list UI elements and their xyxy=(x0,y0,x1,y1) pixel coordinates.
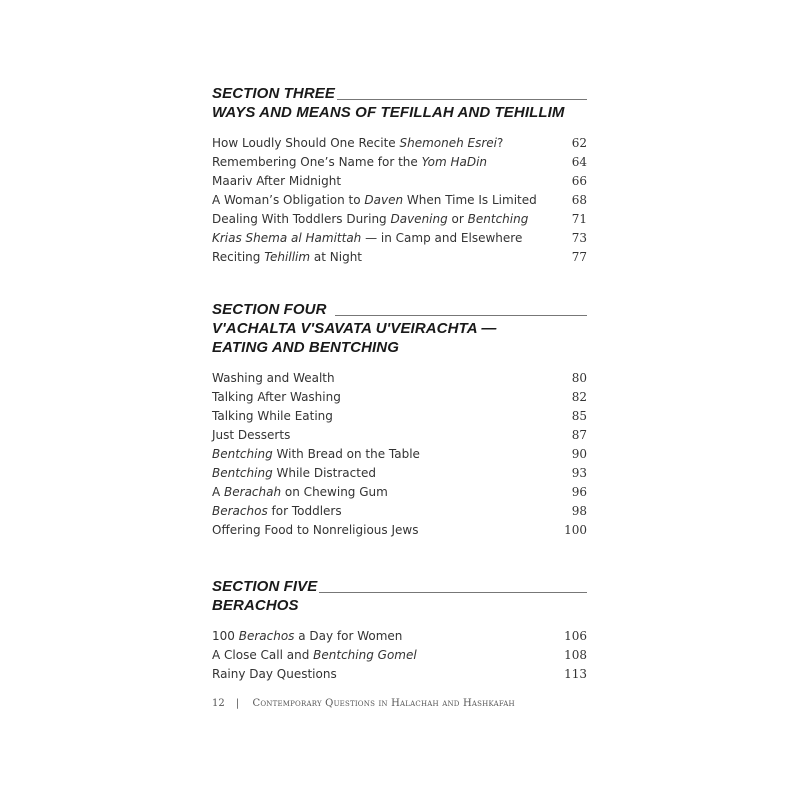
text-run: a Day for Women xyxy=(294,629,403,643)
toc-entry-title xyxy=(212,388,341,407)
text-run: Dealing With Toddlers During xyxy=(212,212,391,226)
text-run: With Bread on the Table xyxy=(272,447,420,461)
toc-entry-title xyxy=(212,191,537,210)
italic-term: Krias Shema al Hamittah xyxy=(212,231,362,245)
toc-entry xyxy=(212,646,587,665)
text-run: How Loudly Should One Recite xyxy=(212,136,400,150)
section-subtitle: WAYS AND MEANS OF TEFILLAH AND TEHILLIM xyxy=(212,104,565,121)
section-subtitle: V'ACHALTA V'SAVATA U'VEIRACHTA — xyxy=(212,320,497,337)
italic-term: Bentching xyxy=(212,447,273,461)
text-run: Just Desserts xyxy=(212,428,291,442)
text-run: A Woman’s Obligation to xyxy=(212,193,365,207)
toc-entry xyxy=(212,502,587,521)
toc-entry-title xyxy=(212,426,290,445)
text-run: A xyxy=(212,485,225,499)
text-run: Reciting xyxy=(212,250,265,264)
toc-entry xyxy=(212,483,587,502)
section-rule xyxy=(319,592,587,593)
running-head: Contemporary Questions in Halachah and Hashkafah xyxy=(252,698,515,709)
toc-entry-page: 87 xyxy=(571,428,587,442)
toc-entry-page: 66 xyxy=(571,174,587,188)
section-four xyxy=(212,300,587,540)
text-run: on Chewing Gum xyxy=(281,485,388,499)
text-run: A Close Call and xyxy=(212,648,314,662)
italic-term: Berachah xyxy=(224,485,282,499)
toc-entry xyxy=(212,627,587,646)
page-footer xyxy=(212,698,515,709)
italic-term: Shemoneh Esrei xyxy=(399,136,498,150)
toc-entry-title xyxy=(212,210,528,229)
text-run: Talking While Eating xyxy=(212,409,333,423)
toc-entry xyxy=(212,407,587,426)
toc-entry-page: 93 xyxy=(571,466,587,480)
toc-entry-page: 108 xyxy=(564,648,587,662)
toc-entry xyxy=(212,464,587,483)
toc-entry-page: 71 xyxy=(571,212,587,226)
text-run: Maariv After Midnight xyxy=(212,174,342,188)
section-five xyxy=(212,577,587,684)
toc-entry-title xyxy=(212,665,337,684)
toc-entry-title xyxy=(212,248,362,267)
section-heading-row xyxy=(212,577,587,596)
section-subtitle: BERACHOS xyxy=(212,597,299,614)
toc-entry xyxy=(212,210,587,229)
text-run: Remembering One’s Name for the xyxy=(212,155,422,169)
toc-entry-page: 106 xyxy=(564,629,587,643)
section-three xyxy=(212,84,587,267)
toc-entry-page: 113 xyxy=(564,667,587,681)
entry-list xyxy=(212,134,587,267)
text-run: — in Camp and Elsewhere xyxy=(361,231,523,245)
toc-entry-title xyxy=(212,502,342,521)
section-heading-row xyxy=(212,84,587,103)
section-subtitle: EATING AND BENTCHING xyxy=(212,339,399,356)
section-rule xyxy=(337,99,587,100)
toc-entry-title xyxy=(212,369,335,388)
text-run: at Night xyxy=(310,250,363,264)
italic-term: Bentching xyxy=(212,466,273,480)
toc-entry xyxy=(212,388,587,407)
text-run: 100 xyxy=(212,629,239,643)
toc-entry xyxy=(212,426,587,445)
toc-entry-title xyxy=(212,646,417,665)
toc-entry xyxy=(212,134,587,153)
toc-entry-title xyxy=(212,134,503,153)
toc-entry-page: 82 xyxy=(571,390,587,404)
italic-term: Bentching xyxy=(467,212,529,226)
section-heading: SECTION THREE xyxy=(212,85,335,102)
page-number: 12 xyxy=(212,698,225,709)
toc-entry-page: 68 xyxy=(571,193,587,207)
text-run: Rainy Day Questions xyxy=(212,667,337,681)
italic-term: Davening xyxy=(390,212,448,226)
toc-entry-page: 98 xyxy=(571,504,587,518)
toc-entry-title xyxy=(212,464,376,483)
toc-entry-page: 100 xyxy=(564,523,587,537)
section-rule xyxy=(335,315,587,316)
italic-term: Tehillim xyxy=(264,250,311,264)
toc-entry-title xyxy=(212,229,522,248)
text-run: While Distracted xyxy=(272,466,376,480)
toc-entry-title xyxy=(212,172,341,191)
italic-term: Yom HaDin xyxy=(421,155,488,169)
toc-entry-title xyxy=(212,521,418,540)
toc-entry-title xyxy=(212,483,388,502)
italic-term: Daven xyxy=(364,193,404,207)
italic-term: Berachos xyxy=(238,629,295,643)
toc-entry-page: 96 xyxy=(571,485,587,499)
toc-entry xyxy=(212,445,587,464)
toc-entry-title xyxy=(212,627,402,646)
toc-entry-page: 85 xyxy=(571,409,587,423)
toc-entry xyxy=(212,248,587,267)
text-run: ? xyxy=(497,136,504,150)
text-run: Offering Food to Nonreligious Jews xyxy=(212,523,419,537)
toc-entry xyxy=(212,191,587,210)
toc-entry-title xyxy=(212,445,420,464)
toc-entry-title xyxy=(212,407,333,426)
toc-entry-page: 90 xyxy=(571,447,587,461)
toc-entry xyxy=(212,172,587,191)
section-heading: SECTION FOUR xyxy=(212,301,327,318)
toc-entry-page: 80 xyxy=(571,371,587,385)
entry-list xyxy=(212,627,587,684)
footer-separator: | xyxy=(235,698,240,709)
toc-entry xyxy=(212,229,587,248)
toc-entry xyxy=(212,369,587,388)
section-heading-row xyxy=(212,300,587,319)
toc-entry-page: 77 xyxy=(571,250,587,264)
text-run: Talking After Washing xyxy=(212,390,341,404)
toc-entry-page: 73 xyxy=(571,231,587,245)
text-run: When Time Is Limited xyxy=(403,193,537,207)
toc-entry xyxy=(212,521,587,540)
text-run: Washing and Wealth xyxy=(212,371,335,385)
entry-list xyxy=(212,369,587,540)
toc-entry-title xyxy=(212,153,487,172)
section-heading: SECTION FIVE xyxy=(212,578,318,595)
toc-entry-page: 62 xyxy=(571,136,587,150)
toc-entry xyxy=(212,665,587,684)
italic-term: Bentching Gomel xyxy=(313,648,417,662)
toc-entry xyxy=(212,153,587,172)
text-run: for Toddlers xyxy=(267,504,342,518)
text-run: or xyxy=(447,212,468,226)
italic-term: Berachos xyxy=(212,504,268,518)
toc-entry-page: 64 xyxy=(571,155,587,169)
